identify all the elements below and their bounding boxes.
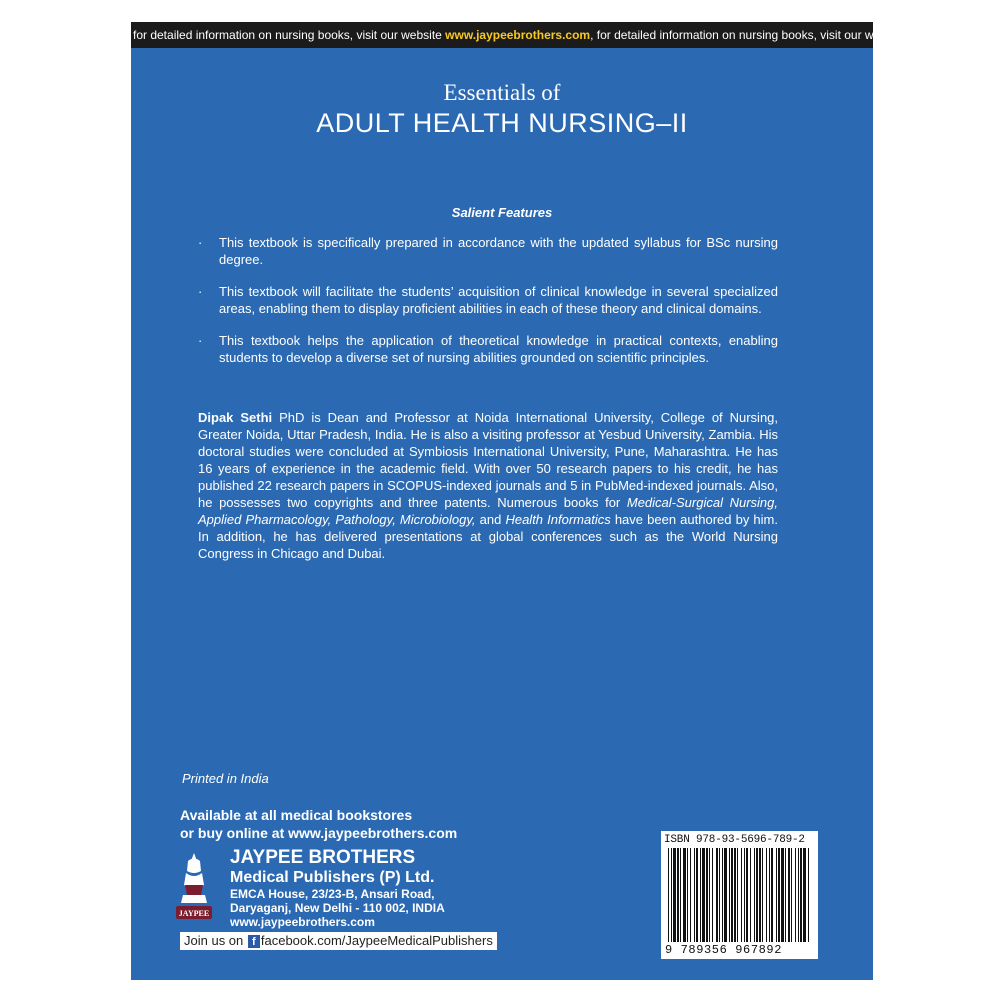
top-banner [131, 22, 906, 48]
author-books-italic-1: Medical-Surgical Nursing, Applied Pharmacology, Pathology, Microbiology, [198, 495, 778, 527]
publisher-address-2: Daryaganj, New Delhi - 110 002, INDIA [230, 901, 445, 915]
isbn-digits: 9 789356 967892 [665, 943, 783, 957]
feature-item [198, 283, 778, 317]
printed-in-india: Printed in India [182, 771, 269, 786]
author-bio-text-1: is Dean and Professor at Noida International University, College of Nursing, Greater Noida, Uttar Pradesh, India. He is also a visiting professor at Yesbud University, Zambia. His doctoral studies were concluded at Symbiosis International University, Pune, Maharashtra. He has 16 years of experience in the academic field. With over 50 research papers to his credit, he has published 22 research papers in SCOPUS-indexed journals and 5 in PubMed-indexed journals. Also, he possesses two copyrights and three patents. Numerous books for [198, 410, 779, 510]
banner-text-2: , for detailed information on nursing books, visit our website [590, 28, 906, 42]
publisher-subtitle: Medical Publishers (P) Ltd. [230, 869, 435, 886]
author-degree: PhD [272, 410, 305, 425]
feature-text: This textbook helps the application of theoretical knowledge in practical contexts, enabling students to develop a diverse set of nursing abilities grounded on scientific principles. [219, 333, 778, 365]
barcode-icon [666, 848, 814, 942]
banner-text-1: for detailed information on nursing books, visit our website [133, 28, 446, 42]
author-bio-text-3: have been authored by him. In addition, he has delivered presentations at global conferences such as the World Nursing Congress in Chicago and Dubai. [198, 512, 778, 561]
facebook-icon: f [248, 935, 260, 948]
bullet-icon: · [198, 333, 203, 348]
salient-features-heading: Salient Features [451, 205, 553, 220]
feature-item [198, 332, 778, 366]
join-us-label: Join us on [184, 933, 247, 948]
availability-text [180, 806, 457, 842]
availability-line-2: or buy online at www.jaypeebrothers.com [180, 825, 458, 841]
title-line-1: Essentials of [443, 80, 561, 105]
feature-text: This textbook will facilitate the students’ acquisition of clinical knowledge in several specialized areas, enabling them to display proficient abilities in each of these theory and clinical domains. [219, 284, 778, 316]
author-bio [198, 409, 778, 562]
availability-line-1: Available at all medical bookstores [180, 807, 413, 823]
banner-website-link[interactable]: www.jaypeebrothers.com [445, 28, 591, 42]
bullet-icon: · [198, 235, 203, 250]
bullet-icon: · [198, 284, 203, 299]
publisher-name: JAYPEE BROTHERS [230, 847, 416, 868]
book-title [131, 80, 873, 140]
logo-text: JAYPEE [178, 909, 210, 918]
jaypee-logo-icon [174, 851, 214, 923]
facebook-join-bar[interactable] [180, 932, 497, 950]
feature-text: This textbook is specifically prepared in accordance with the updated syllabus for BSc nursing degree. [219, 235, 778, 267]
book-back-cover [131, 22, 906, 980]
features-list [198, 234, 778, 381]
publisher-info [230, 848, 445, 929]
feature-item [198, 234, 778, 268]
author-bio-text-2: and [475, 512, 506, 527]
isbn-barcode [661, 831, 818, 959]
author-books-italic-2: Health Informatics [505, 512, 611, 527]
facebook-link[interactable]: facebook.com/JaypeeMedicalPublishers [260, 933, 493, 948]
isbn-label: ISBN 978-93-5696-789-2 [664, 834, 805, 846]
publisher-website[interactable]: www.jaypeebrothers.com [230, 915, 375, 929]
publisher-address-1: EMCA House, 23/23-B, Ansari Road, [230, 887, 435, 901]
author-name: Dipak Sethi [198, 410, 273, 425]
title-line-2: ADULT HEALTH NURSING–II [316, 108, 688, 138]
